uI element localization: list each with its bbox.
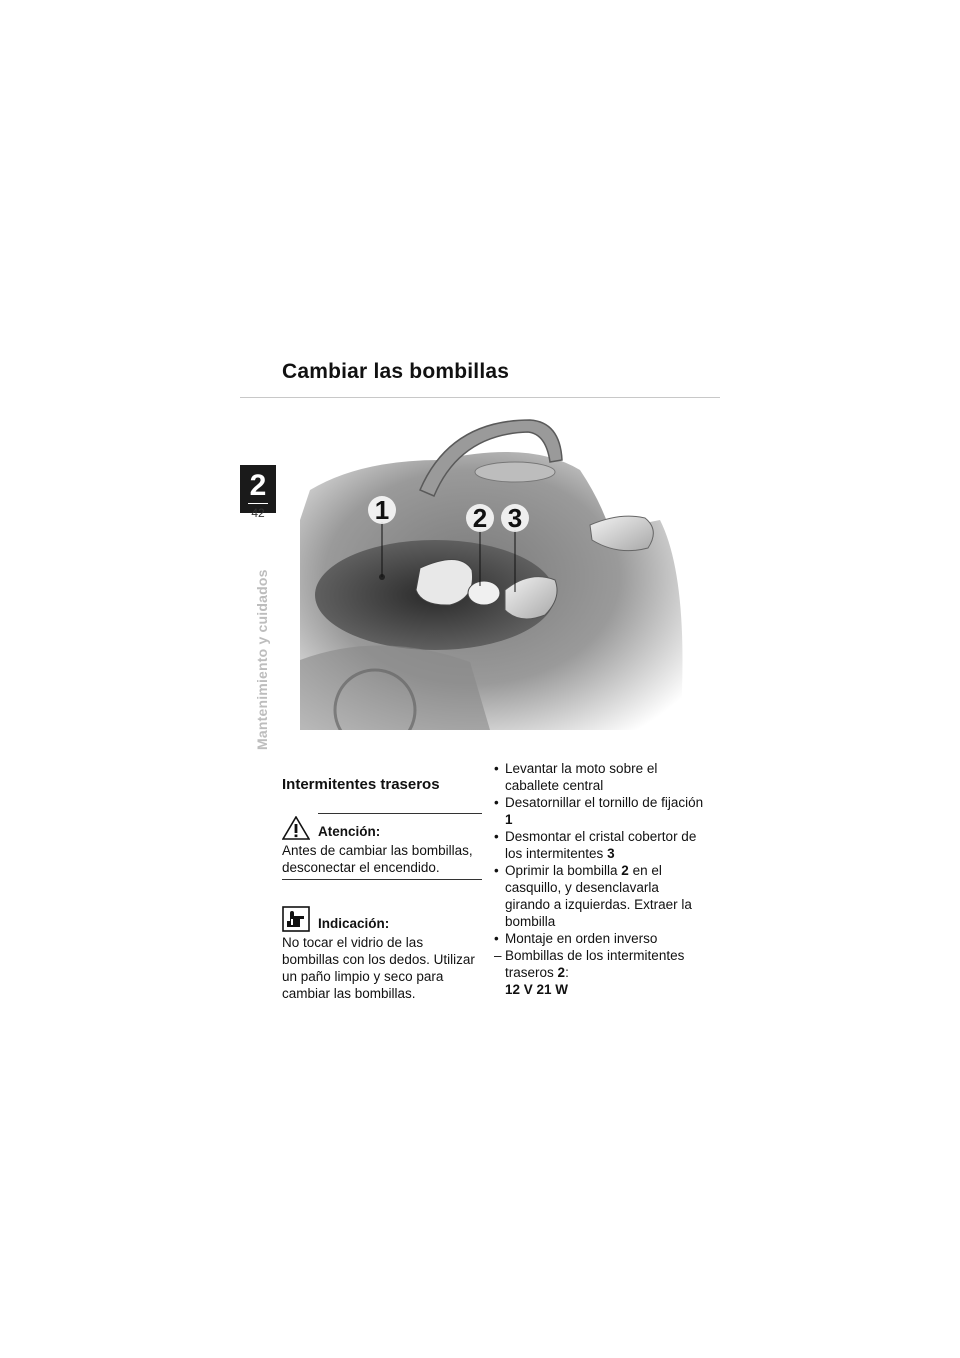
step-ref: 3 [607, 846, 615, 861]
step-suffix: : [565, 965, 569, 980]
bullet: • [494, 931, 499, 946]
step-text-after: en el casquillo, y desenclavarla girando a izquierdas. Extraer la bombilla [505, 863, 692, 929]
dash: – [494, 948, 502, 963]
procedure-steps [494, 760, 704, 998]
list-item [494, 760, 704, 794]
pointing-hand-icon [282, 906, 310, 932]
rear-turn-signal-illustration [300, 400, 700, 730]
list-item [494, 794, 704, 828]
step-ref: 1 [505, 812, 513, 827]
page-number: 42 [251, 506, 265, 520]
warning-triangle-icon [282, 816, 310, 840]
callout-1: 1 [374, 495, 390, 525]
left-column [282, 776, 482, 1002]
warning-label: Atención: [318, 824, 381, 839]
callout-3: 3 [507, 503, 523, 533]
note-box [282, 904, 482, 1002]
bullet: • [494, 795, 499, 810]
step-ref: 2 [557, 965, 566, 980]
bullet: • [494, 829, 499, 844]
bulb-socket [416, 559, 473, 605]
bullet: • [494, 761, 499, 776]
step-text: Bombillas de los intermitentes traseros [505, 948, 685, 980]
list-item [494, 862, 704, 930]
chapter-number: 2 [249, 469, 267, 502]
right-column [494, 760, 704, 998]
step-text: Levantar la moto sobre el caballete central [505, 761, 658, 793]
title-divider [240, 397, 720, 398]
page-title: Cambiar las bombillas [282, 360, 510, 383]
step-text: Oprimir la bombilla [505, 863, 618, 878]
section-heading: Intermitentes traseros [282, 776, 440, 793]
step-text: Montaje en orden inverso [505, 931, 658, 946]
bulb [468, 581, 500, 605]
list-item [494, 828, 704, 862]
bullet: • [494, 863, 499, 878]
step-text: Desmontar el cristal cobertor de los intermitentes [505, 829, 697, 861]
note-label: Indicación: [318, 916, 390, 931]
step-ref: 2 [621, 863, 629, 878]
page-number-divider [248, 503, 268, 504]
bulb-spec: 12 V 21 W [505, 982, 569, 997]
list-item [494, 947, 704, 998]
step-text: Desatornillar el tornillo de fijación [505, 795, 704, 810]
warning-text: Antes de cambiar las bombillas, desconectar el encendido. [282, 842, 482, 880]
callout-2: 2 [472, 503, 488, 533]
chapter-title-vertical: Mantenimiento y cuidados [254, 569, 270, 750]
tail-lamp [475, 462, 555, 482]
warning-box [282, 813, 482, 880]
note-text: No tocar el vidrio de las bombillas con los dedos. Utilizar un paño limpio y seco para cambiar las bombillas. [282, 935, 475, 1001]
list-item [494, 930, 704, 947]
